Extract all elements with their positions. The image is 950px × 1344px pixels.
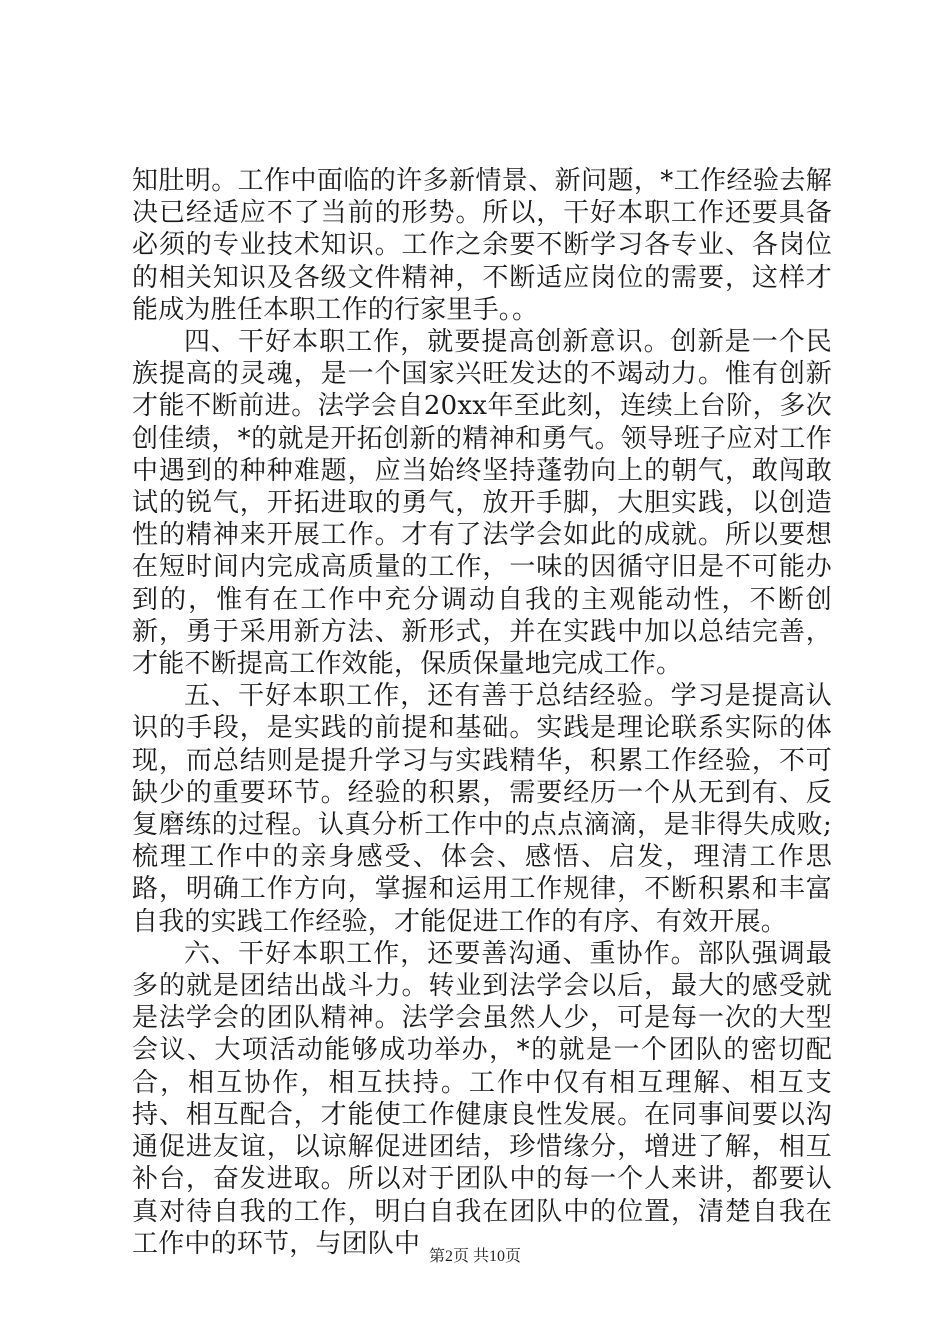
paragraph-innovation: 四、干好本职工作，就要提高创新意识。创新是一个民族提高的灵魂，是一个国家兴旺发达的不竭动力。惟有创新才能不断前进。法学会自20xx年至此刻，连续上台阶，多次创佳绩，*的就是开拓创新的精神和勇气。领导班子应对工作中遇到的种种难题，应当始终坚持蓬勃向上的朝气，敢闯敢试的锐气，开拓进取的勇气，放开手脚，大胆实践，以创造性的精神来开展工作。才有了法学会如此的成就。所以要想在短时间内完成高质量的工作，一味的因循守旧是不可能办到的，惟有在工作中充分调动自我的主观能动性，不断创新，勇于采用新方法、新形式，并在实践中加以总结完善，才能不断提高工作效能，保质保量地完成工作。 <box>132 327 832 680</box>
paragraph-experience: 五、干好本职工作，还有善于总结经验。学习是提高认识的手段，是实践的前提和基础。实践是理论联系实际的体现，而总结则是提升学习与实践精华，积累工作经验，不可缺少的重要环节。经验的积累，需要经历一个从无到有、反复磨练的过程。认真分析工作中的点点滴滴，是非得失成败;梳理工作中的亲身感受、体会、感悟、启发，理清工作思路，明确工作方向，掌握和运用工作规律，不断积累和丰富自我的实践工作经验，才能促进工作的有序、有效开展。 <box>132 681 832 937</box>
paragraph-continuation: 知肚明。工作中面临的许多新情景、新问题，*工作经验去解决已经适应不了当前的形势。所以，干好本职工作还要具备必须的专业技术知识。工作之余要不断学习各专业、各岗位的相关知识及各级文件精神，不断适应岗位的需要，这样才能成为胜任本职工作的行家里手。。 <box>132 166 832 325</box>
page-number: 第2页 共10页 <box>428 1248 521 1265</box>
document-body <box>132 165 832 1260</box>
paragraph-teamwork: 六、干好本职工作，还要善沟通、重协作。部队强调最多的就是团结出战斗力。转业到法学会以后，最大的感受就是法学会的团队精神。法学会虽然人少，可是每一次的大型会议、大项活动能够成功举办，*的就是一个团队的密切配合，相互协作，相互扶持。工作中仅有相互理解、相互支持、相互配合，才能使工作健康良性发展。在同事间要以沟通促进友谊，以谅解促进团结，珍惜缘分，增进了解，相互补台，奋发进取。所以对于团队中的每一个人来讲，都要认真对待自我的工作，明白自我在团队中的位置，清楚自我在工作中的环节，与团队中 <box>132 938 832 1259</box>
page-footer <box>0 1243 950 1266</box>
